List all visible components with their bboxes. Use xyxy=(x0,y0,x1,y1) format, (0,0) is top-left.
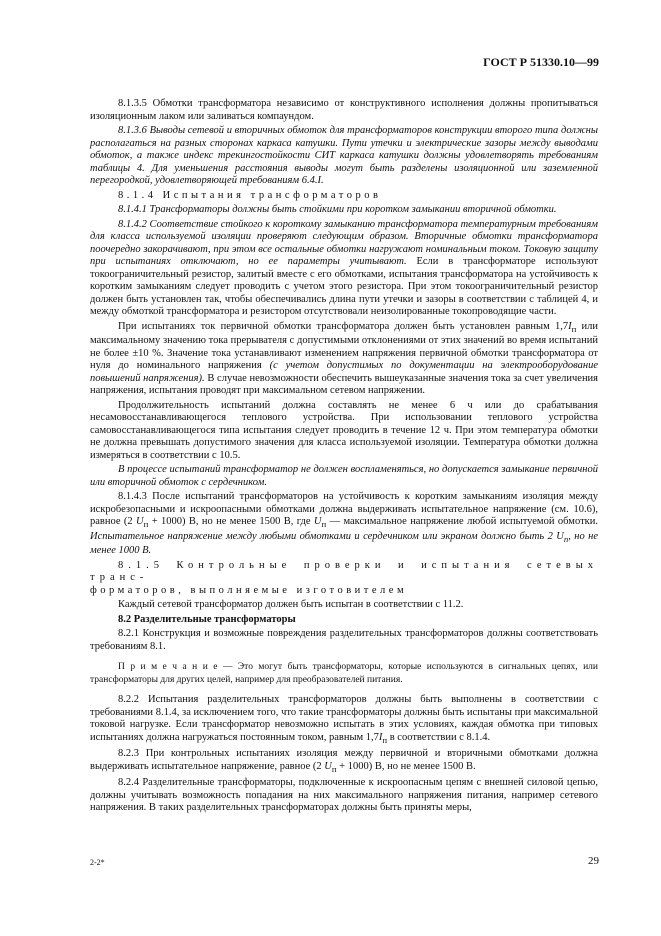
subscript: п xyxy=(331,763,337,774)
paragraph-8-2-3 xyxy=(90,748,598,775)
symbol-i: I xyxy=(568,320,572,332)
paragraph-8-1-3-5: 8.1.3.5 Обмотки трансформатора независимо от конструктивного исполнения должны пропитываться изоляционным лаком или заливаться компаундом. xyxy=(90,98,598,122)
heading-8-2: 8.2 Разделительные трансформаторы xyxy=(118,613,296,625)
text-run: При испытаниях ток первичной обмотки трансформатора должен быть установлен равным 1,7 xyxy=(118,320,569,332)
symbol-u: U xyxy=(313,516,322,528)
text-run: + 1000) В, но не менее 1500 В. xyxy=(336,760,476,772)
paragraph-8-1-5: Каждый сетевой трансформатор должен быть испытан в соответствии с 11.2. xyxy=(118,599,464,611)
paragraph-8-2-1: 8.2.1 Конструкция и возможные повреждения разделительных трансформаторов должны соответствовать требованиям 8.1. xyxy=(90,628,598,652)
subscript: п xyxy=(143,519,149,530)
symbol-u: U xyxy=(324,760,332,772)
text-run: в соответствии с 8.1.4. xyxy=(387,731,491,743)
text-run: В случае невозможности обеспечить вышеуказанные значения тока за счет увеличения напряжения, испытания проводят при максимальном сетевом напряжении. xyxy=(90,372,599,397)
paragraph-8-2-2 xyxy=(90,694,598,746)
heading-8-1-4: 8.1.4 Испытания трансформаторов xyxy=(118,189,382,201)
subscript: п xyxy=(321,519,327,530)
paragraph-8-1-4-1: 8.1.4.1 Трансформаторы должны быть стойкими при коротком замыкании вторичной обмотки. xyxy=(118,204,557,215)
text-run-italic: Испытательное напряжение между любыми обмотками и сердечником или экраном должно быть 2 xyxy=(90,530,557,542)
page-number: 29 xyxy=(588,855,599,867)
text-run-italic: (с учетом допустимых по документации на электрооборудование повышений напряжения). xyxy=(90,360,598,384)
paragraph-test-current xyxy=(90,321,598,398)
paragraph-ignition: В процессе испытаний трансформатор не должен воспламеняться, но допускается замыкание первичной или вторичной обмоток с сердечником. xyxy=(90,464,598,488)
heading-8-1-5-line2: форматоров, выполняемые изготовителем xyxy=(90,584,408,596)
text-run: или максимальному значению тока прерывателя с допустимыми отклонениями от этих значений во время испытаний не более ±10 %. Значение тока устанавливают изменением напряжения первичной обмотки трансформатора от нуля до номинального напряжения xyxy=(90,320,598,372)
symbol-u: U xyxy=(136,516,144,528)
symbol-i: I xyxy=(378,731,383,743)
subscript: п xyxy=(571,323,577,334)
note-label: П р и м е ч а н и е xyxy=(118,662,218,673)
document-body xyxy=(90,98,598,817)
paragraph-8-1-4-2-regular: Если в трансформаторе используют токоограничительный резистор, залитый вместе с его обмотками, испытания трансформатора на устойчивость к коротким замыканиям следует проводить с учетом этого резистора. При этом токоограничительный резистор должен быть установлен так, чтобы обеспечивались длина пути утечки и зазоры в соответствии с таблицей 4, и между обмоткой трансформатора и резистором отсутствовали неизолированные токопроводящие части. xyxy=(90,256,598,317)
note-text: — Это могут быть трансформаторы, которые используются в сигнальных цепях, или трансформаторы для других целей, например для преобразователей питания. xyxy=(90,662,598,685)
text-run: 8.2.3 При контрольных испытаниях изоляция между первичной и вторичными обмотками должна выдерживать испытательное напряжение, равное (2 xyxy=(90,748,598,772)
paragraph-8-1-4-3 xyxy=(90,491,598,558)
heading-8-1-5-line1: 8.1.5 Контрольные проверки и испытания сетевых транс- xyxy=(90,559,598,584)
paragraph-8-2-4: 8.2.4 Разделительные трансформаторы, подключенные к искроопасным цепям с внешней силовой цепью, должны учитывать возможность попадания на них максимального напряжения питания, например сетевого напряжения. В таких разделительных трансформаторах должны быть приняты меры, xyxy=(90,777,598,814)
subscript: п xyxy=(563,533,569,544)
paragraph-8-1-4-2-italic: 8.1.4.2 Соответствие стойкого к короткому замыканию трансформатора температурным требованиям для класса используемой изоляции проверяют следующим образом. Вторичные обмотки трансформатора поочередно закорачивают, при этом все остальные обмотки нагружают номинальным током. Токовую защиту при испытаниях отключают, но ее параметры учитывают. xyxy=(90,218,598,267)
footer-signature-mark: 2-2* xyxy=(90,858,105,867)
symbol-u: U xyxy=(556,530,564,542)
text-run: — максимальное напряжение любой испытуемой обмотки. xyxy=(326,516,598,528)
subscript: п xyxy=(382,734,388,745)
text-run: 8.1.4.3 После испытаний трансформаторов на устойчивость к коротким замыканиям изоляция между искробезопасными и искроопасными обмотками должна выдерживать испытательное напряжение (см. 10.6), равное (2 xyxy=(90,491,598,528)
paragraph-8-1-4-2 xyxy=(90,219,598,319)
note xyxy=(90,661,598,686)
document-header: ГОСТ Р 51330.10—99 xyxy=(483,55,599,69)
text-run: + 1000) В, но не менее 1500 В, где xyxy=(148,516,314,528)
paragraph-test-duration: Продолжительность испытаний должна составлять не менее 6 ч или до срабатывания несамовосстанавливающегося теплового устройства. При использовании теплового устройства самовосстанавливающегося типа испытания следует проводить в течение 12 ч. При этом температура обмотки не должна превышать допустимого значения для класса используемой изоляции. Температура обмотки должна измеряться в соответствии с 10.5. xyxy=(90,399,598,461)
paragraph-8-1-3-6: 8.1.3.6 Выводы сетевой и вторичных обмоток для трансформаторов конструкции второго типа должны располагаться на разных сторонах каркаса катушки. Пути утечки и электрические зазоры между выводами обмоток, а также индекс трекингостойкости СИТ каркаса катушки должны удовлетворять требованиям таблицы 4. Для уменьшения расстояния выводы могут быть разделены изоляционной или заземленной перегородкой, удовлетворяющей требованиям 6.4.I. xyxy=(90,125,598,186)
text-run: 8.2.2 Испытания разделительных трансформаторов должны быть выполнены в соответствии с требованиями 8.1.4, за исключением того, что такие трансформаторы должны быть испытаны при максимальной токовой нагрузке. Если трансформатор невозможно испытать в этих условиях, каждая обмотка при типовых испытаниях должна нагружаться постоянным током, равным 1,7 xyxy=(90,694,598,743)
text-run-italic: , но не менее 1000 В. xyxy=(90,530,598,557)
